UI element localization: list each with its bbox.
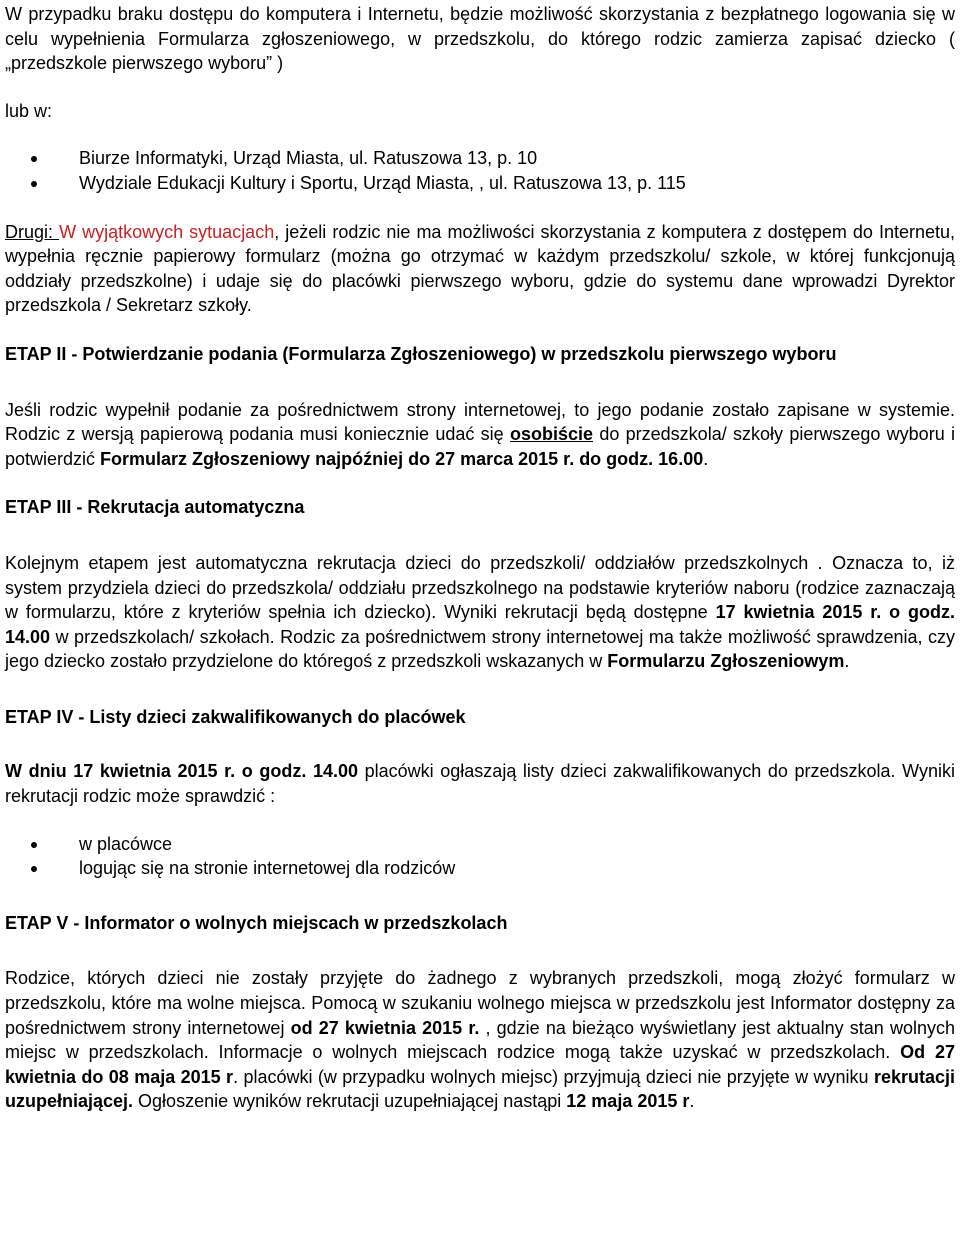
- deadline-text: Formularz Zgłoszeniowy najpóźniej do 27 marca 2015 r. do godz. 16.00: [100, 448, 704, 469]
- supplementary-recruitment: rekrutacji uzupełniającej.: [5, 1066, 955, 1112]
- etap5-heading: ETAP V - Informator o wolnych miejscach w przedszkolach: [5, 912, 508, 933]
- intro-paragraph: W przypadku braku dostępu do komputera i Internetu, będzie możliwość skorzystania z bezpłatnego logowania się w celu wypełnienia Formularza zgłoszeniowego, w przedszkolu, do którego rodzic zamierza zapisać dziecko ( „przedszkole pierwszego wyboru” ): [5, 4, 955, 74]
- etap3-heading: ETAP III - Rekrutacja automatyczna: [5, 497, 305, 518]
- emphasis-osobiscie: osobiście: [510, 424, 594, 445]
- informator-date: od 27 kwietnia 2015 r.: [290, 1017, 480, 1038]
- results-date: 17 kwietnia 2015 r. o godz. 14.00: [5, 602, 956, 647]
- etap4-paragraph: W dniu 17 kwietnia 2015 r. o godz. 14.00 placówki ogłaszają listy dzieci zakwalifikowanych do przedszkola. Wyniki rekrutacji rodzic może sprawdzić :: [5, 761, 955, 807]
- list-item: Biurze Informatyki, Urząd Miasta, ul. Ratuszowa 13, p. 10: [79, 146, 955, 171]
- drugi-paragraph: Drugi: W wyjątkowych sytuacjach, jeżeli rodzic nie ma możliwości skorzystania z komputera z dostępem do Internetu, wypełnia ręcznie papierowy formularz (można go otrzymać w każdym przedszkolu/ szkole, w której funkcjonują oddziały przedszkolne) i udaje się do placówki pierwszego wyboru, gdzie do systemu dane wprowadzi Dyrektor przedszkola / Sekretarz szkoły.: [5, 221, 955, 316]
- etap4-heading: ETAP IV - Listy dzieci zakwalifikowanych do placówek: [5, 706, 466, 727]
- etap3-paragraph: Kolejnym etapem jest automatyczna rekrutacja dzieci do przedszkoli/ oddziałów przedszkolnych . Oznacza to, iż system przydziela dzieci do przedszkola/ oddziału przedszkolnego na podstawie kryteriów naboru (rodzice zaznaczają w formularzu, które z kryteriów spełnia ich dziecko). Wyniki rekrutacji będą dostępne 17 kwietnia 2015 r. o godz. 14.00 w przedszkolach/ szkołach. Rodzic za pośrednictwem strony internetowej ma także możliwość sprawdzenia, czy jego dziecko zostało przydzielone do któregoś z przedszkoli wskazanych w Formularzu Zgłoszeniowym.: [5, 552, 956, 672]
- location-list: [5, 146, 955, 195]
- list-item: w placówce: [79, 832, 955, 857]
- list-item: logując się na stronie internetowej dla rodziców: [79, 856, 955, 881]
- etap2-heading: ETAP II - Potwierdzanie podania (Formularza Zgłoszeniowego) w przedszkolu pierwszego wyboru: [5, 343, 837, 364]
- list-item: Wydziale Edukacji Kultury i Sportu, Urząd Miasta, , ul. Ratuszowa 13, p. 115: [79, 171, 955, 196]
- etap5-paragraph: Rodzice, których dzieci nie zostały przyjęte do żadnego z wybranych przedszkoli, mogą złożyć formularz w przedszkolu, które ma wolne miejsca. Pomocą w szukaniu wolnego miejsca w przedszkolu jest Informator dostępny za pośrednictwem strony internetowej od 27 kwietnia 2015 r. , gdzie na bieżąco wyświetlany jest aktualny stan wolnych miejsc w przedszkolach. Informacje o wolnych miejscach rodzice mogą także uzyskać w przedszkolach. Od 27 kwietnia do 08 maja 2015 r. placówki (w przypadku wolnych miejsc) przyjmują dzieci nie przyjęte w wyniku rekrutacji uzupełniającej. Ogłoszenie wyników rekrutacji uzupełniającej nastąpi 12 maja 2015 r.: [5, 968, 955, 1112]
- drugi-label: Drugi:: [5, 221, 60, 242]
- form-name: Formularzu Zgłoszeniowym: [607, 651, 845, 672]
- lists-date: W dniu 17 kwietnia 2015 r. o godz. 14.00: [5, 761, 359, 782]
- etap2-paragraph: Jeśli rodzic wypełnił podanie za pośrednictwem strony internetowej, to jego podanie zostało zapisane w systemie. Rodzic z wersją papierową podania musi koniecznie udać się osobiście do przedszkola/ szkoły pierwszego wyboru i potwierdzić Formularz Zgłoszeniowy najpóźniej do 27 marca 2015 r. do godz. 16.00.: [5, 399, 956, 469]
- results-check-list: [5, 832, 955, 881]
- vacancy-period: Od 27 kwietnia do 08 maja 2015 r: [5, 1042, 955, 1087]
- drugi-highlight: W wyjątkowych sytuacjach: [59, 221, 275, 242]
- announcement-date: 12 maja 2015 r: [566, 1091, 690, 1112]
- intro-lub: lub w:: [5, 100, 53, 121]
